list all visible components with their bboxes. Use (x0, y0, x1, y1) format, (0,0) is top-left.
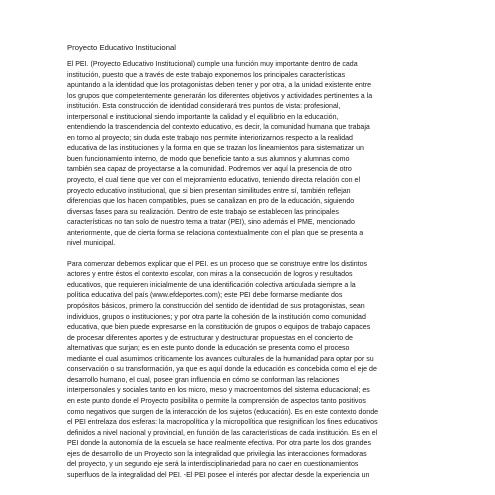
text-line: mediante el cual asumimos críticamente los avances culturales de la humanidad para optar por su (67, 355, 374, 363)
text-line: alternativas que surjan; es en este punto donde la educación se presenta como el proceso (67, 345, 350, 353)
text-line: en este punto donde el Proyecto posibilita o permite la comprensión de aspectos tanto positivos (67, 397, 366, 405)
text-line: anteriormente, que de cierta forma se relaciona contextualmente con el plan que se presenta a (67, 229, 364, 237)
text-line: los grupos que competentemente generarán los diferentes objetivos y actividades pertinentes a la (67, 92, 373, 100)
text-line: superfluos de la integralidad del PEI. -El PEI posee el interés por afectar desde la experiencia un (67, 471, 370, 479)
text-line: desarrollo humano, el cual, posee gran influencia en cómo se conforman las relaciones (67, 376, 340, 384)
text-line: PEI donde la autonomía de la escuela se hace realmente efectiva. Por otra parte los dos grandes (67, 440, 371, 448)
text-line: también sea capaz de proyectarse a la comunidad. Podremos ver aquí la presencia de otro (67, 166, 352, 174)
text-line: política educativa del país (www.efdeportes.com); este PEI debe formarse mediante dos (67, 292, 343, 300)
text-line: diferencias que los hacen compatibles, pues se canalizan en pro de la educación, siguiendo (67, 198, 355, 206)
text-line: de procesar diferentes aportes y de estructurar y destructurar propuestas en el concierto de (67, 334, 353, 342)
text-line: individuos, grupos o instituciones; y por otra parte la cohesión de la institución como comunidad (67, 313, 366, 321)
text-line: ejes de desarrollo de un Proyecto son la integralidad que privilegia las interacciones formadoras (67, 450, 367, 458)
text-line: propósitos básicos, primero la construcción del sentido de identidad de sus protagonistas, sean (67, 303, 365, 311)
text-line: buen funcionamiento interno, de modo que beneficie tanto a sus alumnos y alumnas como (67, 155, 350, 163)
text-line: educativos, que requieren inicialmente de una identificación colectiva articulada siempre a la (67, 281, 356, 289)
text-line: interpersonal e institucional siendo importante la calidad y el equilibrio en la educación, (67, 113, 339, 121)
paragraph-2 (67, 260, 438, 481)
text-line: conservación o su transformación, ya que es aquí donde la educación es concebida como el eje de (67, 366, 377, 374)
text-line: actores y entre éstos el contexto escolar, con miras a la consecución de logros y resultados (67, 271, 353, 279)
text-line: institución. Esta construcción de identidad considerará tres puntos de vista: profesional, (67, 103, 341, 111)
text-line: El PEI. (Proyecto Educativo Institucional) cumple una función muy importante dentro de cada (67, 61, 358, 68)
document-body (67, 60, 438, 481)
text-line: características no tan solo de nuestro tema a tratar (PEI), sino además el PME, mencionado (67, 219, 355, 227)
text-line: proyecto educativo institucional, que si bien presentan similitudes entre sí, también reflejan (67, 187, 351, 195)
document-title: Proyecto Educativo Institucional (67, 43, 176, 52)
paragraph-1 (67, 60, 438, 250)
text-line: Para comenzar debemos explicar que el PEI. es un proceso que se construye entre los distintos (67, 260, 368, 268)
text-line: como negativos que surgen de la interacción de los sujetos (educación). Es en este contexto donde (67, 408, 379, 416)
text-line: en torno al proyecto; sin duda este trabajo nos permite interiorizarnos respecto a la realidad (67, 134, 353, 142)
text-line: interpersonales y sociales tanto en los micro, meso y macroentornos del sistema educacional; es (67, 387, 370, 395)
text-line: educativa, que bien puede expresarse en la constitución de grupos o equipos de trabajo capaces (67, 324, 371, 332)
text-line: institución, puesto que a través de este trabajo exponemos los principales características (67, 71, 346, 79)
text-line: nivel municipal. (67, 240, 116, 248)
text-line: apuntando a la identidad que los protagonistas deben tener y por otra, a la unidad existente entre (67, 82, 372, 90)
text-line: proyecto, el cual tiene que ver con el mejoramiento educativo, teniendo directa relación con el (67, 177, 361, 185)
text-line: del proyecto, y un segundo eje será la interdisciplinariedad para no caer en cuestionamientos (67, 461, 359, 469)
text-line: el PEI entrelaza dos esferas: la macropolítica y la micropolítica que resignifican los fines educativos (67, 419, 378, 427)
text-line: diversas fases para su realización. Dentro de este trabajo se establecen las principales (67, 208, 339, 216)
text-line: definidos a nivel nacional y provincial, en función de las características de cada institución. Es en el (67, 429, 378, 437)
text-line: educativa de las instituciones y la forma en que se trazan los lineamientos para sistematizar un (67, 145, 364, 153)
text-line: entendiendo la trascendencia del contexto educativo, es decir, la comunidad humana que trabaja (67, 124, 370, 132)
